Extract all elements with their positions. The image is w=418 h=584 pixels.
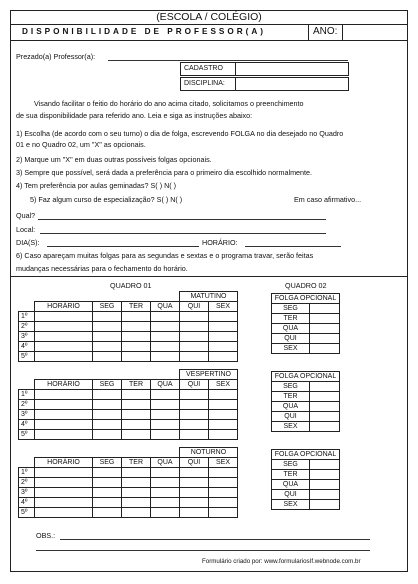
day-cell[interactable] — [180, 478, 209, 488]
horario-cell[interactable] — [35, 312, 93, 322]
instruction-1a: 1) Escolha (de acordo com o seu turno) o dia de folga, escrevendo FOLGA no dia desejado no Quadro — [16, 129, 344, 138]
table-row — [272, 490, 340, 500]
day-cell[interactable] — [93, 508, 122, 518]
quadro1-table-vespertino — [18, 369, 238, 440]
day-cell[interactable] — [180, 468, 209, 478]
day-cell[interactable] — [151, 390, 180, 400]
day-cell[interactable] — [209, 430, 238, 440]
horario-cell[interactable] — [35, 508, 93, 518]
local-line[interactable] — [40, 233, 326, 234]
table-row — [272, 314, 340, 324]
day-header-qui: QUI — [180, 302, 209, 312]
day-cell[interactable] — [209, 478, 238, 488]
instruction-2: 2) Marque um "X" em duas outras possíveis folgas opcionais. — [16, 155, 212, 164]
folga-opcional-label: FOLGA OPCIONAL — [272, 372, 340, 382]
dias-line[interactable] — [47, 246, 199, 247]
day-cell[interactable] — [122, 322, 151, 332]
day-cell[interactable] — [209, 488, 238, 498]
intro-line-2: de sua disponibilidade para referido ano. Leia e siga as instruções abaixo: — [16, 111, 253, 120]
folga-day-seg: SEG — [272, 460, 310, 470]
folga-day-sex: SEX — [272, 422, 310, 432]
school-title: (ESCOLA / COLÉGIO) — [156, 11, 262, 23]
year-label: ANO: — [313, 26, 338, 37]
table-row — [272, 392, 340, 402]
cadastro-label — [180, 62, 236, 76]
table-row — [19, 410, 238, 420]
day-cell[interactable] — [151, 410, 180, 420]
folga-mark-cell[interactable] — [310, 402, 340, 412]
horario-cell[interactable] — [35, 390, 93, 400]
table-row — [272, 460, 340, 470]
table-row — [272, 480, 340, 490]
day-header-ter: TER — [122, 380, 151, 390]
quadro2-table — [271, 371, 340, 432]
shift-label: MATUTINO — [180, 292, 238, 302]
day-cell[interactable] — [122, 312, 151, 322]
day-cell[interactable] — [151, 468, 180, 478]
folga-mark-cell[interactable] — [310, 324, 340, 334]
day-cell[interactable] — [151, 488, 180, 498]
day-cell[interactable] — [93, 498, 122, 508]
horario-cell[interactable] — [35, 468, 93, 478]
day-header-qui: QUI — [180, 380, 209, 390]
day-cell[interactable] — [151, 332, 180, 342]
table-row — [272, 402, 340, 412]
day-cell[interactable] — [209, 342, 238, 352]
folga-day-seg: SEG — [272, 304, 310, 314]
table-row — [19, 420, 238, 430]
table-row — [19, 322, 238, 332]
slot-label: 2º — [19, 400, 35, 410]
horario-cell[interactable] — [35, 498, 93, 508]
day-cell[interactable] — [93, 430, 122, 440]
day-cell[interactable] — [180, 390, 209, 400]
horario-label: HORÁRIO: — [202, 238, 238, 247]
day-cell[interactable] — [180, 498, 209, 508]
horario-header: HORÁRIO — [35, 458, 93, 468]
folga-mark-cell[interactable] — [310, 500, 340, 510]
day-cell[interactable] — [93, 468, 122, 478]
folga-mark-cell[interactable] — [310, 392, 340, 402]
day-cell[interactable] — [151, 420, 180, 430]
day-cell[interactable] — [93, 420, 122, 430]
day-cell[interactable] — [180, 352, 209, 362]
day-cell[interactable] — [122, 430, 151, 440]
instruction-5: 5) Faz algum curso de especialização? S( ) N( ) — [30, 195, 183, 204]
day-cell[interactable] — [151, 400, 180, 410]
folga-mark-cell[interactable] — [310, 470, 340, 480]
qual-label: Qual? — [16, 211, 36, 220]
day-cell[interactable] — [151, 312, 180, 322]
folga-day-seg: SEG — [272, 382, 310, 392]
folga-mark-cell[interactable] — [310, 480, 340, 490]
instruction-4: 4) Tem preferência por aulas geminadas? S( ) N( ) — [16, 181, 177, 190]
day-cell[interactable] — [180, 400, 209, 410]
day-header-ter: TER — [122, 458, 151, 468]
horario-header: HORÁRIO — [35, 302, 93, 312]
instruction-3: 3) Sempre que possível, será dada a preferência para o primeiro dia escolhido normalmente. — [16, 168, 313, 177]
day-header-qua: QUA — [151, 302, 180, 312]
day-cell[interactable] — [93, 342, 122, 352]
day-cell[interactable] — [180, 410, 209, 420]
quadro1-table-matutino — [18, 291, 238, 362]
folga-day-qui: QUI — [272, 334, 310, 344]
horario-cell[interactable] — [35, 430, 93, 440]
greeting-line[interactable] — [108, 60, 348, 61]
table-row — [272, 412, 340, 422]
folga-day-qua: QUA — [272, 402, 310, 412]
day-cell[interactable] — [151, 322, 180, 332]
local-label: Local: — [16, 225, 36, 234]
day-cell[interactable] — [93, 410, 122, 420]
table-row — [19, 498, 238, 508]
day-cell[interactable] — [93, 478, 122, 488]
header-divider — [10, 24, 408, 25]
table-row — [272, 324, 340, 334]
day-cell[interactable] — [122, 352, 151, 362]
footer-credit: Formulário criado por: www.formulariosIf.webnode.com.br — [202, 558, 361, 565]
folga-day-qua: QUA — [272, 324, 310, 334]
table-row — [272, 382, 340, 392]
folga-day-ter: TER — [272, 392, 310, 402]
slot-label: 2º — [19, 322, 35, 332]
day-cell[interactable] — [180, 508, 209, 518]
slot-label: 2º — [19, 478, 35, 488]
table-row — [19, 488, 238, 498]
table-row — [19, 312, 238, 322]
table-row — [19, 352, 238, 362]
day-cell[interactable] — [122, 488, 151, 498]
day-header-qua: QUA — [151, 458, 180, 468]
day-cell[interactable] — [93, 400, 122, 410]
slot-label: 5º — [19, 352, 35, 362]
table-row — [19, 478, 238, 488]
table-row — [272, 304, 340, 314]
year-box-edge — [342, 24, 343, 40]
day-cell[interactable] — [93, 322, 122, 332]
day-cell[interactable] — [180, 312, 209, 322]
day-cell[interactable] — [93, 488, 122, 498]
day-cell[interactable] — [122, 400, 151, 410]
day-cell[interactable] — [151, 498, 180, 508]
day-header-ter: TER — [122, 302, 151, 312]
slot-label: 1º — [19, 390, 35, 400]
day-cell[interactable] — [209, 420, 238, 430]
day-cell[interactable] — [209, 498, 238, 508]
folga-mark-cell[interactable] — [310, 314, 340, 324]
disciplina-field[interactable] — [235, 77, 349, 91]
cadastro-text: CADASTRO — [184, 65, 223, 72]
day-header-qua: QUA — [151, 380, 180, 390]
day-header-sex: SEX — [209, 302, 238, 312]
day-cell[interactable] — [209, 400, 238, 410]
folga-mark-cell[interactable] — [310, 334, 340, 344]
folga-mark-cell[interactable] — [310, 460, 340, 470]
day-cell[interactable] — [93, 332, 122, 342]
day-cell[interactable] — [151, 478, 180, 488]
day-cell[interactable] — [122, 410, 151, 420]
day-cell[interactable] — [209, 332, 238, 342]
slot-label: 3º — [19, 410, 35, 420]
horario-cell[interactable] — [35, 420, 93, 430]
day-cell[interactable] — [209, 468, 238, 478]
horario-cell[interactable] — [35, 410, 93, 420]
day-cell[interactable] — [180, 420, 209, 430]
note-line-2: mudanças necessárias para o fechamento do horário. — [16, 264, 188, 273]
day-cell[interactable] — [122, 342, 151, 352]
day-cell[interactable] — [151, 508, 180, 518]
slot-label: 5º — [19, 430, 35, 440]
intro-line-1: Visando facilitar o feitio do horário do ano acima citado, solicitamos o preenchimento — [34, 99, 304, 108]
note-line-1: 6) Caso apareçam muitas folgas para as segundas e sextas e o programa travar, serão feitas — [16, 251, 314, 260]
day-header-sex: SEX — [209, 458, 238, 468]
table-row — [272, 422, 340, 432]
day-cell[interactable] — [151, 342, 180, 352]
table-row — [19, 430, 238, 440]
table-row — [272, 470, 340, 480]
folga-day-sex: SEX — [272, 500, 310, 510]
slot-label: 4º — [19, 420, 35, 430]
day-cell[interactable] — [180, 342, 209, 352]
quadro2-table — [271, 449, 340, 510]
folga-day-qua: QUA — [272, 480, 310, 490]
quadro1-table-noturno — [18, 447, 238, 518]
day-cell[interactable] — [209, 508, 238, 518]
day-cell[interactable] — [122, 478, 151, 488]
folga-mark-cell[interactable] — [310, 304, 340, 314]
horario-cell[interactable] — [35, 400, 93, 410]
quadro2-title: QUADRO 02 — [285, 281, 327, 290]
form-title: DISPONIBILIDADE DE PROFESSOR(A) — [22, 27, 267, 36]
horario-header: HORÁRIO — [35, 380, 93, 390]
folga-day-ter: TER — [272, 314, 310, 324]
day-cell[interactable] — [209, 410, 238, 420]
horario-cell[interactable] — [35, 352, 93, 362]
horario-cell[interactable] — [35, 478, 93, 488]
day-cell[interactable] — [122, 332, 151, 342]
day-cell[interactable] — [209, 390, 238, 400]
table-row — [19, 390, 238, 400]
cadastro-field[interactable] — [235, 62, 349, 76]
table-row — [19, 332, 238, 342]
instruction-1b: 01 e no Quadro 02, um "X" as opcionais. — [16, 140, 146, 149]
horario-cell[interactable] — [35, 322, 93, 332]
table-row — [272, 344, 340, 354]
slot-label: 3º — [19, 488, 35, 498]
obs-line-2[interactable] — [36, 550, 370, 551]
quadro2-table — [271, 293, 340, 354]
table-row — [272, 500, 340, 510]
day-cell[interactable] — [122, 420, 151, 430]
disciplina-text: DISCIPLINA: — [184, 80, 225, 87]
slot-label: 5º — [19, 508, 35, 518]
day-header-qui: QUI — [180, 458, 209, 468]
day-cell[interactable] — [93, 312, 122, 322]
horario-cell[interactable] — [35, 332, 93, 342]
day-header-seg: SEG — [93, 458, 122, 468]
greeting: Prezado(a) Professor(a): — [16, 52, 96, 61]
slot-label: 3º — [19, 332, 35, 342]
day-cell[interactable] — [122, 498, 151, 508]
day-cell[interactable] — [180, 322, 209, 332]
horario-line[interactable] — [245, 246, 341, 247]
table-row — [272, 334, 340, 344]
day-cell[interactable] — [151, 352, 180, 362]
obs-label: OBS.: — [36, 531, 56, 540]
day-cell[interactable] — [180, 430, 209, 440]
folga-mark-cell[interactable] — [310, 490, 340, 500]
table-row — [19, 508, 238, 518]
quadro1-title: QUADRO 01 — [110, 281, 152, 290]
day-header-sex: SEX — [209, 380, 238, 390]
folga-mark-cell[interactable] — [310, 382, 340, 392]
day-cell[interactable] — [93, 352, 122, 362]
obs-line-1[interactable] — [60, 539, 370, 540]
table-row — [19, 468, 238, 478]
folga-day-ter: TER — [272, 470, 310, 480]
folga-day-qui: QUI — [272, 412, 310, 422]
section-divider — [10, 276, 408, 277]
shift-label: NOTURNO — [180, 448, 238, 458]
slot-label: 1º — [19, 468, 35, 478]
day-header-seg: SEG — [93, 302, 122, 312]
folga-day-sex: SEX — [272, 344, 310, 354]
day-cell[interactable] — [93, 390, 122, 400]
day-cell[interactable] — [151, 430, 180, 440]
folga-opcional-label: FOLGA OPCIONAL — [272, 450, 340, 460]
folga-mark-cell[interactable] — [310, 412, 340, 422]
shift-label: VESPERTINO — [180, 370, 238, 380]
slot-label: 1º — [19, 312, 35, 322]
folga-mark-cell[interactable] — [310, 344, 340, 354]
folga-opcional-label: FOLGA OPCIONAL — [272, 294, 340, 304]
horario-cell[interactable] — [35, 488, 93, 498]
horario-cell[interactable] — [35, 342, 93, 352]
day-cell[interactable] — [209, 352, 238, 362]
day-header-seg: SEG — [93, 380, 122, 390]
slot-label: 4º — [19, 342, 35, 352]
header-bottom — [10, 40, 408, 41]
folga-day-qui: QUI — [272, 490, 310, 500]
affirmative-note: Em caso afirmativo... — [294, 195, 362, 204]
day-cell[interactable] — [122, 390, 151, 400]
table-row — [19, 400, 238, 410]
disciplina-label — [180, 77, 236, 91]
dias-label: DIA(S): — [16, 238, 40, 247]
day-cell[interactable] — [122, 508, 151, 518]
slot-label: 4º — [19, 498, 35, 508]
qual-line[interactable] — [38, 219, 326, 220]
table-row — [19, 342, 238, 352]
day-cell[interactable] — [180, 488, 209, 498]
day-cell[interactable] — [180, 332, 209, 342]
day-cell[interactable] — [122, 468, 151, 478]
year-divider — [308, 24, 309, 40]
day-cell[interactable] — [209, 322, 238, 332]
folga-mark-cell[interactable] — [310, 422, 340, 432]
day-cell[interactable] — [209, 312, 238, 322]
